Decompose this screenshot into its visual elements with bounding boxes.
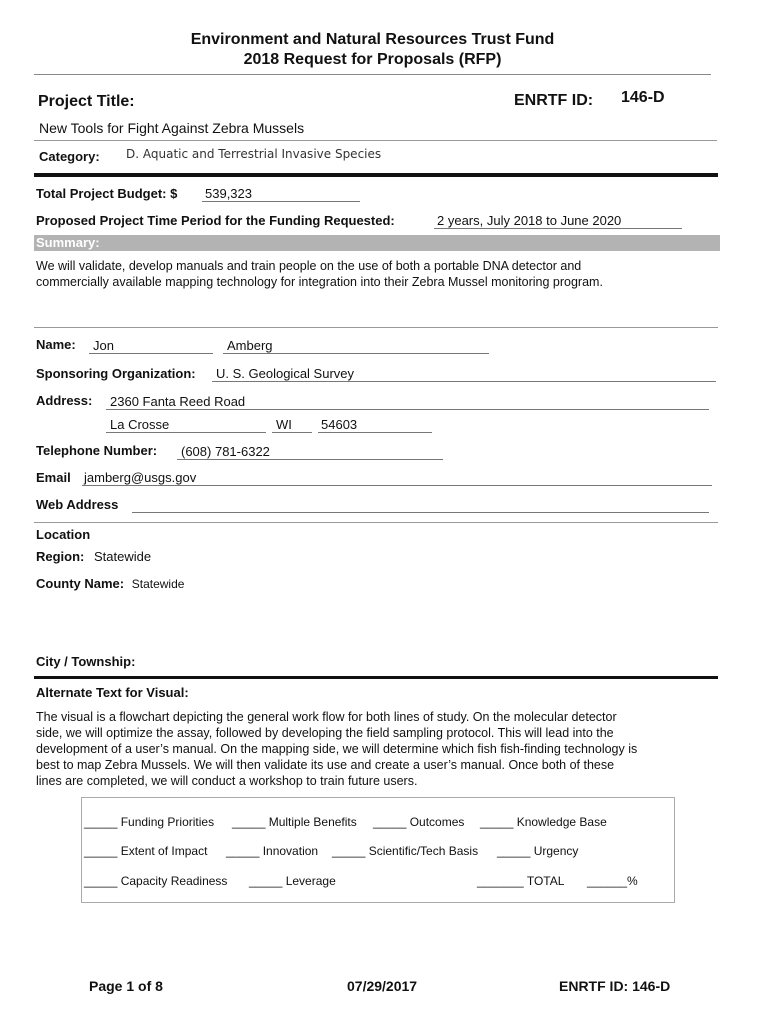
score-knowledge-base: _____ Knowledge Base <box>480 815 607 829</box>
phone-value: (608) 781-6322 <box>181 444 270 459</box>
county-value: Statewide <box>131 577 185 591</box>
enrtf-id-label: ENRTF ID: <box>514 92 594 109</box>
street-value: 2360 Fanta Reed Road <box>110 394 246 409</box>
header-divider <box>34 74 711 75</box>
org-field <box>212 366 716 382</box>
period-text: 2 years, July 2018 to June 2020 <box>437 213 622 228</box>
score-extent-of-impact: _____ Extent of Impact <box>84 844 208 858</box>
summary-line-2: commercially available mapping technology for integration into their Zebra Mussel monitoring program. <box>36 275 603 289</box>
phone-label: Telephone Number: <box>36 443 158 458</box>
org-label: Sponsoring Organization: <box>36 366 196 381</box>
state-field <box>272 417 312 433</box>
category-thick-divider <box>34 173 718 177</box>
alt-text-line-3: development of a user’s manual. On the mapping side, we will determine which fish fish-finding technology is <box>36 742 638 756</box>
footer-date: 07/29/2017 <box>347 978 418 994</box>
web-label: Web Address <box>36 497 119 512</box>
project-title-label: Project Title: <box>38 93 135 110</box>
location-thick-divider <box>34 676 718 679</box>
email-field <box>82 470 712 486</box>
category-value: D. Aquatic and Terrestrial Invasive Species <box>126 147 382 161</box>
score-capacity-readiness: _____ Capacity Readiness <box>84 874 228 888</box>
state-value: WI <box>276 417 292 432</box>
scoring-box <box>81 797 675 903</box>
address-label: Address: <box>36 393 93 408</box>
score-multiple-benefits: _____ Multiple Benefits <box>232 815 357 829</box>
city-value: La Crosse <box>110 417 170 432</box>
budget-value <box>202 186 360 202</box>
score-innovation: _____ Innovation <box>226 844 319 858</box>
alt-text-heading: Alternate Text for Visual: <box>36 685 189 700</box>
email-value: jamberg@usgs.gov <box>84 470 197 485</box>
zip-value: 54603 <box>321 417 358 432</box>
street-field <box>106 394 709 410</box>
score-total: _______ TOTAL <box>477 874 565 888</box>
project-title-value: New Tools for Fight Against Zebra Mussels <box>39 120 305 136</box>
county-label: County Name: <box>36 576 125 591</box>
score-percent: ______% <box>587 874 638 888</box>
budget-amount: 539,323 <box>205 186 252 201</box>
email-label: Email <box>36 470 71 485</box>
header-subtitle: 2018 Request for Proposals (RFP) <box>243 51 502 68</box>
score-leverage: _____ Leverage <box>249 874 336 888</box>
county-row <box>36 576 184 591</box>
period-label: Proposed Project Time Period for the Funding Requested: <box>36 213 395 228</box>
last-name-field <box>223 338 489 354</box>
summary-line-1: We will validate, develop manuals and train people on the use of both a portable DNA detector and <box>36 259 582 273</box>
budget-label: Total Project Budget: $ <box>36 186 178 201</box>
score-scientific-tech-basis: _____ Scientific/Tech Basis <box>332 844 479 858</box>
first-name-value: Jon <box>93 338 114 353</box>
footer-page-number: Page 1 of 8 <box>89 978 163 994</box>
city-township-label: City / Township: <box>36 654 136 669</box>
summary-header-bar: Summary: <box>34 235 720 251</box>
alt-text-line-4: best to map Zebra Mussels. We will then validate its use and create a user’s manual. Once both of these <box>36 758 615 772</box>
last-name-value: Amberg <box>227 338 273 353</box>
region-value: Statewide <box>94 549 152 564</box>
web-field <box>132 497 709 513</box>
org-value: U. S. Geological Survey <box>216 366 355 381</box>
title-divider <box>34 140 717 141</box>
contact-divider <box>34 522 718 523</box>
score-outcomes: _____ Outcomes <box>373 815 465 829</box>
city-field <box>106 417 266 433</box>
header-title: Environment and Natural Resources Trust Fund <box>190 31 555 48</box>
period-value <box>434 213 682 229</box>
zip-field <box>318 417 432 433</box>
location-heading: Location <box>36 527 91 542</box>
score-funding-priorities: _____ Funding Priorities <box>84 815 215 829</box>
name-label: Name: <box>36 337 76 352</box>
region-label: Region: <box>36 549 85 564</box>
alt-text-line-5: lines are completed, we will conduct a workshop to train future users. <box>36 774 418 788</box>
first-name-field <box>89 338 213 354</box>
enrtf-id-value: 146-D <box>621 89 665 106</box>
category-label: Category: <box>39 149 100 164</box>
footer-enrtf-id: ENRTF ID: 146-D <box>559 978 671 994</box>
region-row <box>36 549 151 564</box>
alt-text-line-1: The visual is a flowchart depicting the general work flow for both lines of study. On the molecular detector <box>36 710 617 724</box>
summary-divider <box>34 327 718 328</box>
phone-field <box>177 444 443 460</box>
alt-text-line-2: side, we will optimize the assay, followed by developing the field sampling protocol. This will lead into the <box>36 726 614 740</box>
score-urgency: _____ Urgency <box>497 844 579 858</box>
